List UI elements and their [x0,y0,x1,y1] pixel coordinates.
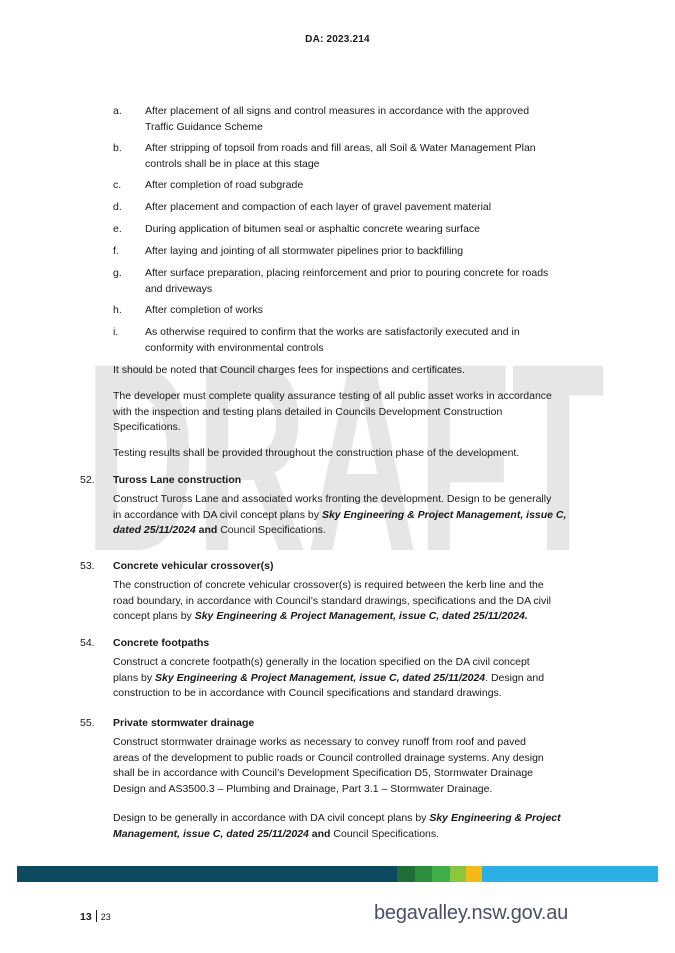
list-text: As otherwise required to confirm that the works are satisfactorily executed and in [145,326,520,338]
bar-segment [466,866,482,882]
section-number: 55. [80,717,95,729]
section-title: Concrete footpaths [113,637,210,649]
section-body: Construct Tuross Lane and associated works fronting the development. Design to be generally in accordance with DA civil concept plans by Sky Engineering & Project Management, issue C, dated 25/11/2024 and Council Specifications. [113,493,567,536]
list-text: After placement and compaction of each layer of gravel pavement material [145,201,492,213]
section-body: The construction of concrete vehicular crossover(s) is required between the kerb line and the road boundary, in accordance with Council’s standard drawings, specifications and the DA civil concept plans by Sky Engineering & Project Management, issue C, dated 25/11/2024. [113,579,551,622]
list-marker: e. [113,223,122,235]
list-text: After laying and jointing of all stormwater pipelines prior to backfilling [145,245,464,257]
list-text: After stripping of topsoil from roads and fill areas, all Soil & Water Management Plan [145,142,536,154]
list-marker: i. [113,326,119,338]
bar-segment [415,866,432,882]
watermark-text: DRAFT [85,342,605,572]
list-text: Traffic Guidance Scheme [145,120,263,133]
bar-segment [17,866,397,882]
section-number: 53. [80,560,95,572]
section-title: Tuross Lane construction [113,474,242,486]
qa-paragraph: The developer must complete quality assurance testing of all public asset works in accordance with the inspection and testing plans detailed in Councils Development Construction Specifications. [113,390,552,433]
list-marker: a. [113,105,122,117]
section-title: Private stormwater drainage [113,717,255,729]
list-text: During application of bitumen seal or asphaltic concrete wearing surface [145,223,481,235]
list-marker: b. [113,142,122,154]
list-text: After surface preparation, placing reinforcement and prior to pouring concrete for roads [145,267,549,279]
page-separator [96,910,97,922]
section-number: 54. [80,637,95,649]
fees-paragraph: It should be noted that Council charges fees for inspections and certificates. [113,364,465,376]
list-text: After completion of road subgrade [145,179,304,191]
section-title: Concrete vehicular crossover(s) [113,560,274,572]
bar-segment [397,866,415,882]
bar-segment [432,866,450,882]
testing-paragraph: Testing results shall be provided throughout the construction phase of the development. [113,447,520,459]
bar-segment [482,866,658,882]
da-number-header: DA: 2023.214 [305,34,370,45]
list-text: After placement of all signs and control measures in accordance with the approved [145,105,530,117]
section-body: Construct stormwater drainage works as necessary to convey runoff from roof and paved areas of the development to public roads or Council controlled drainage systems. Any design shall be in accordance with Council’s Development Specification D5, Stormwater Drainage Design and AS3500.3 – Plumbing and Drainage, Part 3.1 – Stormwater Drainage. [113,736,544,795]
page-current: 13 [80,911,92,923]
list-marker: f. [113,245,119,257]
list-text: controls shall be in place at this stage [145,157,320,170]
page-number [80,910,111,923]
bar-segment [450,866,466,882]
list-marker: h. [113,304,122,316]
footer-color-bar [17,866,658,882]
list-text: and driveways [145,282,213,295]
list-text: conformity with environmental controls [145,341,324,354]
page-total: 23 [100,912,111,922]
section-body: Construct a concrete footpath(s) generally in the location specified on the DA civil concept plans by Sky Engineering & Project Management, issue C, dated 25/11/2024. Design and construction to be in accordance with Council specifications and standard drawings. [113,656,545,699]
section-number: 52. [80,474,95,486]
list-marker: d. [113,201,122,213]
list-marker: c. [113,179,122,191]
list-marker: g. [113,267,122,279]
website-logo: begavalley.nsw.gov.au [374,902,569,924]
list-text: After completion of works [145,304,263,316]
section-body: Design to be generally in accordance with DA civil concept plans by Sky Engineering & Project Management, issue C, dated 25/11/2024 and Council Specifications. [113,812,561,840]
